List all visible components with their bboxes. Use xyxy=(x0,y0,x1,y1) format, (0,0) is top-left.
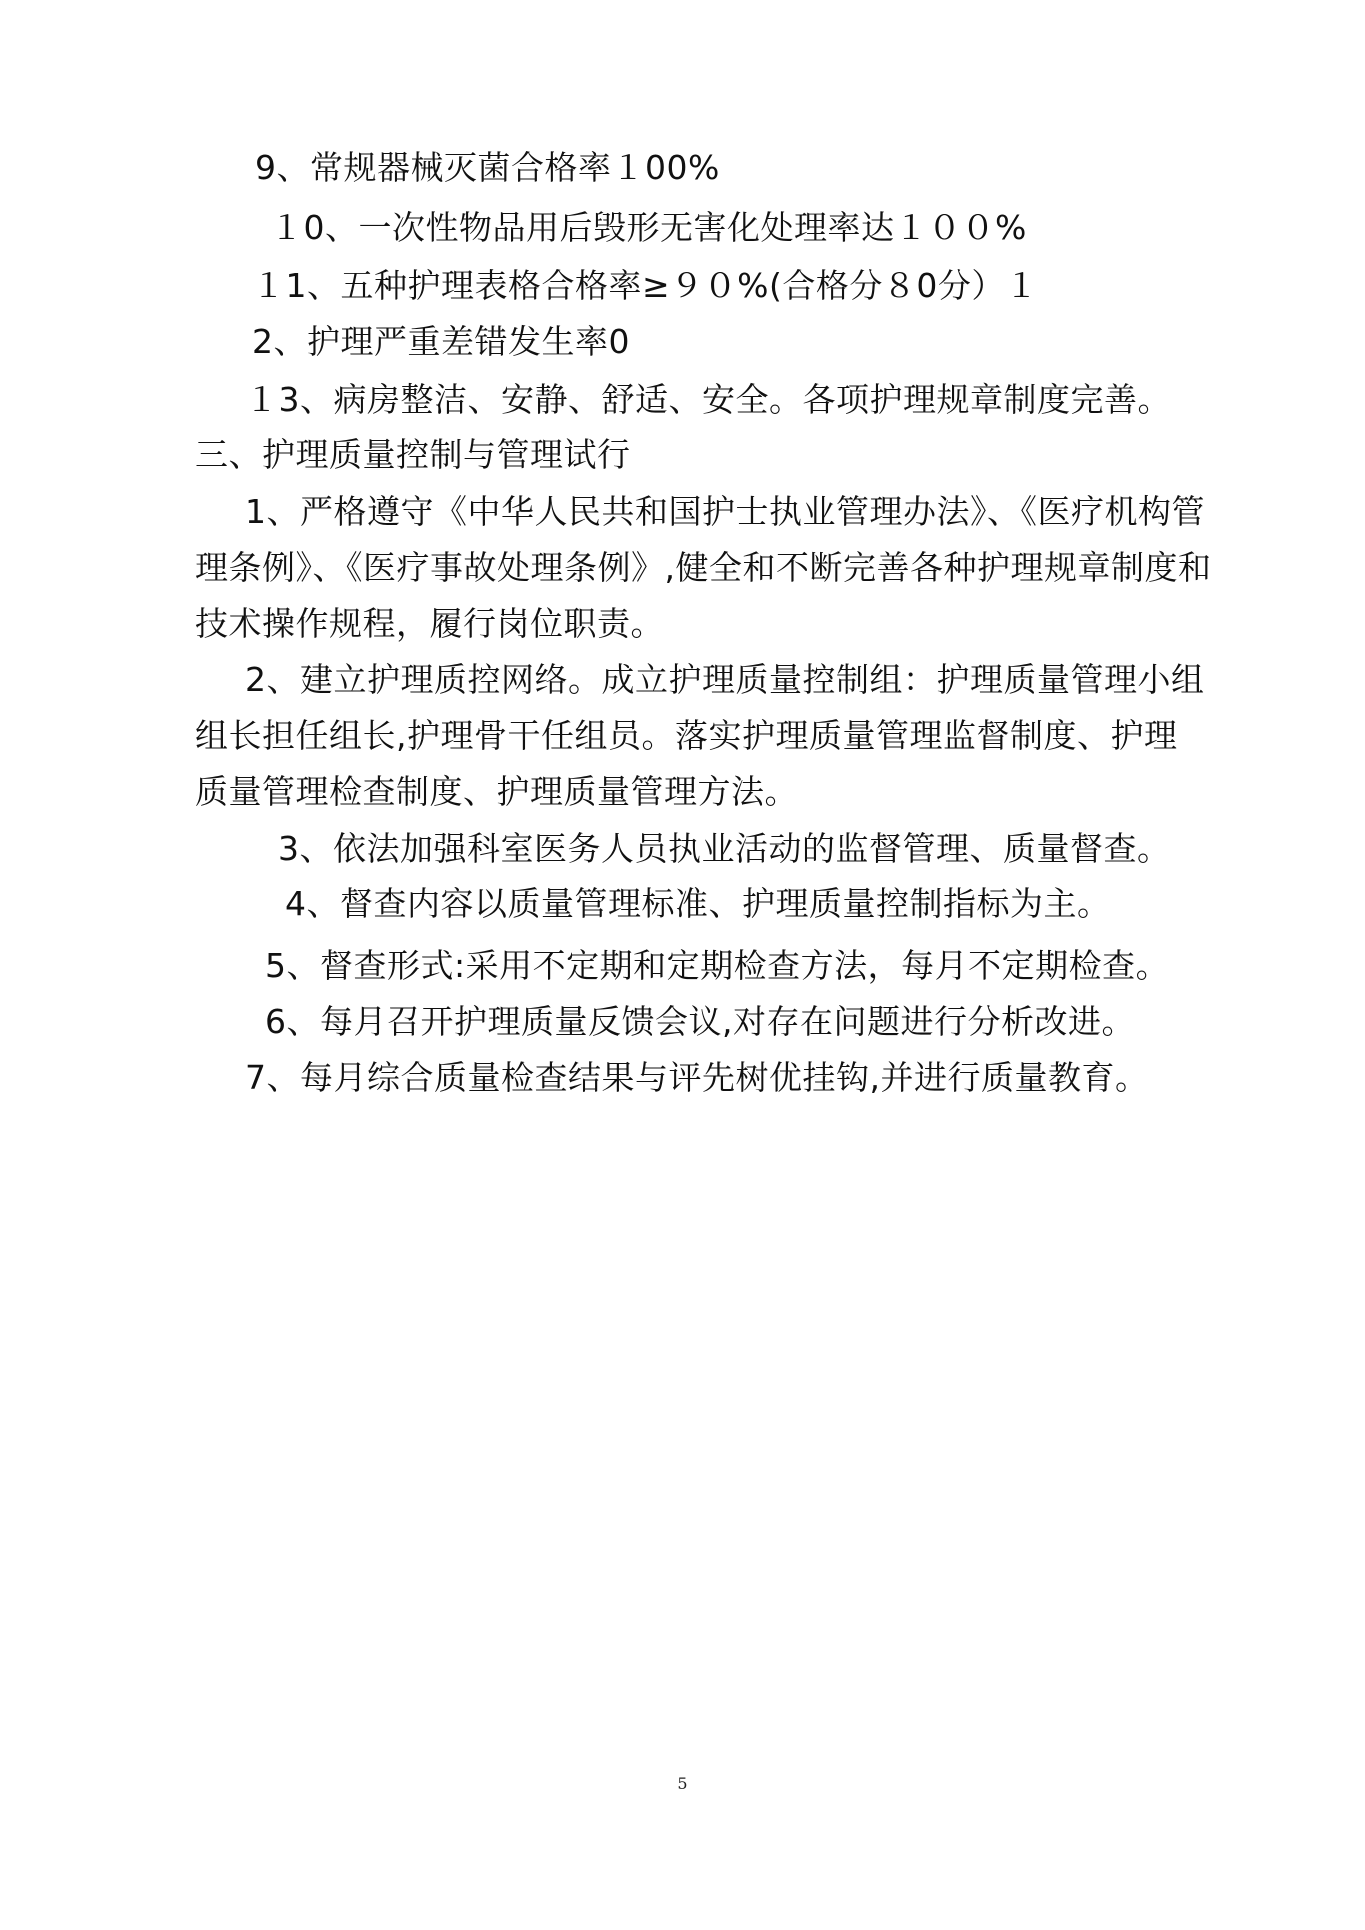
text-line-item-9: 9、常规器械灭菌合格率１00% xyxy=(255,148,720,187)
paragraph-2-line-3: 质量管理检查制度、护理质量管理方法。 xyxy=(195,772,798,811)
paragraph-2-line-1: 2、建立护理质控网络。成立护理质量控制组：护理质量管理小组 xyxy=(245,660,1205,699)
section-heading-3: 三、护理质量控制与管理试行 xyxy=(195,435,631,474)
paragraph-1-line-1: 1、严格遵守《中华人民共和国护士执业管理办法》、《医疗机构管 xyxy=(245,492,1205,531)
paragraph-2-line-2: 组长担任组长,护理骨干任组员。落实护理质量管理监督制度、护理 xyxy=(195,716,1178,755)
text-line-item-12: 2、护理严重差错发生率0 xyxy=(252,322,630,361)
list-item-6: 6、每月召开护理质量反馈会议,对存在问题进行分析改进。 xyxy=(265,1002,1135,1041)
paragraph-1-line-2: 理条例》、《医疗事故处理条例》,健全和不断完善各种护理规章制度和 xyxy=(195,548,1212,587)
list-item-3: 3、依法加强科室医务人员执业活动的监督管理、质量督查。 xyxy=(278,829,1171,868)
list-item-4: 4、督查内容以质量管理标准、护理质量控制指标为主。 xyxy=(285,884,1111,923)
text-line-item-13: １3、病房整洁、安静、舒适、安全。各项护理规章制度完善。 xyxy=(245,380,1171,419)
text-line-item-10: １0、一次性物品用后毁形无害化处理率达１００% xyxy=(270,208,1027,247)
list-item-5: 5、督查形式:采用不定期和定期检查方法，每月不定期检查。 xyxy=(265,946,1170,985)
text-line-item-11: １1、五种护理表格合格率≥９０%(合格分８0分）１ xyxy=(252,266,1039,305)
paragraph-1-line-3: 技术操作规程，履行岗位职责。 xyxy=(195,604,664,643)
list-item-7: 7、每月综合质量检查结果与评先树优挂钩,并进行质量教育。 xyxy=(245,1058,1149,1097)
page-number: 5 xyxy=(677,1774,688,1793)
